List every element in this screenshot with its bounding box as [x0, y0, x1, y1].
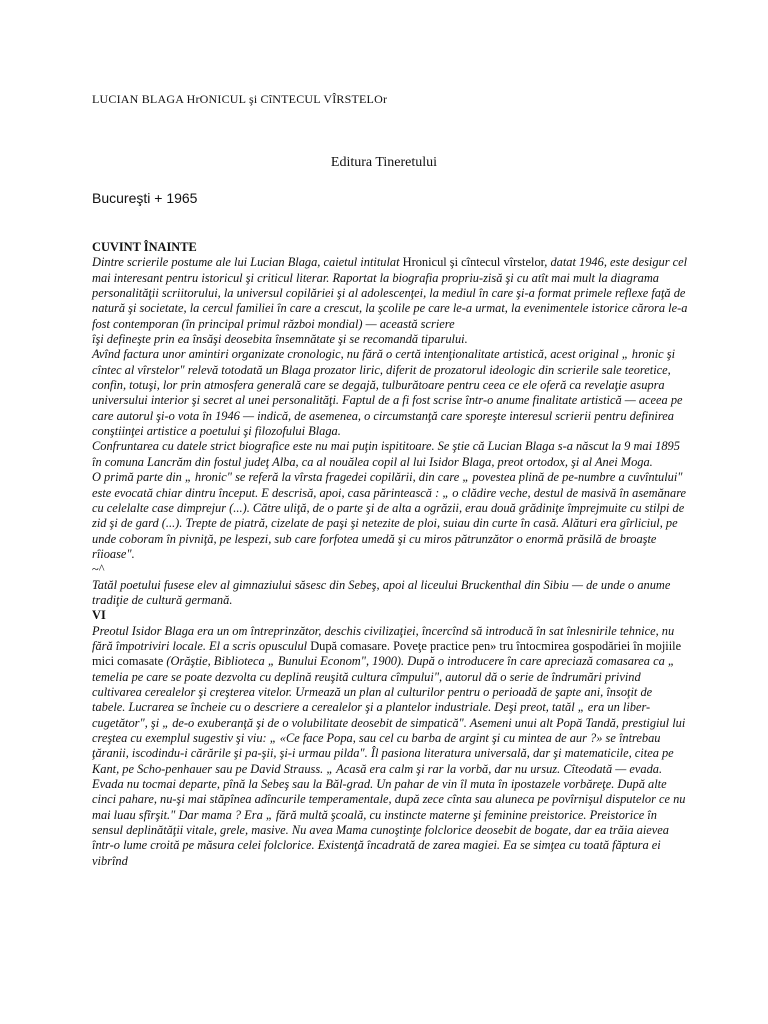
- book-header-line: LUCIAN BLAGA HrONICUL şi CîNTECUL VÎRSTELOr: [92, 92, 388, 106]
- paragraph-7-start: Preotul Isidor Blaga era un om întreprinzător, deschis civilizaţiei, încercînd să introducă în sat înlesnirile tehnice, nu fără împotriviri locale. El a scris opusculul: [92, 623, 675, 653]
- paragraph-1-start: Dintre scrierile postume ale lui Lucian Blaga, caietul intitulat: [92, 255, 403, 270]
- place-and-year: Bucureşti + 1965: [92, 190, 198, 206]
- paragraph-2: îşi defineşte prin ea însăşi deosebita însemnătate şi se recomandă tiparului.: [92, 332, 468, 347]
- work-title: Hronicul şi cîntecul vîrstelor,: [402, 255, 548, 270]
- booklet-title: După comasare. Poveţe practice pen» tru întocmirea gospodăriei în mojiile mici comasate: [92, 638, 682, 669]
- paragraph-6: Tatăl poetului fusese elev al gimnaziului săsesc din Sebeş, apoi al liceului Bruckenthal din Sibiu — de unde o anume tradiţie de cultură germană.: [92, 577, 671, 607]
- paragraph-7-rest: (Orăştie, Biblioteca „ Bunului Econom", 1900). După o introducere în care apreciază comasarea ca „ temelia pe care se poate dezvolta cu deplină reuşită cultura cîmpului", autorul dă o serie de îndrumări privind cultivarea cerealelor şi creşterea vitelor. Urmează un plan al culturilor pentru o perioadă de şapte ani, însoţit de tabele. Lucrarea se încheie cu o descriere a cerealelor şi a plantelor industriale. Deşi preot, tatăl „ era un liber-cugetător", şi „ de-o exuberanţă şi de o volubilitate deosebit de simpatică". Asemeni unui alt Popă Tandă, prestigiul lui creştea cu exemplul sugestiv şi viu: „ «Ce face Popa, sau cel cu barba de argint şi cu mintea de aur ?» se întrebau ţăranii, iscodindu-i cărările şi pa-şii, şi-i urmau pilda". Îl pasiona literatura universală, dar şi matematicile, citea pe Kant, pe Scho-penhauer sau pe David Strauss. „ Acasă era calm şi rar la vorbă, dar nu ursuz. Cîteodată — evada. Evada nu tocmai departe, pînă la Sebeş sau la Băl-grad. Un pahar de vin îl muta în ipostazele vorbăreţe. După alte cinci pahare, nu-şi mai stăpînea adîncurile temperamentale, după zece cînta sau aluneca pe povîrnişul disputelor ce nu mai luau sfîrşit." Dar mama ? Era „ fără multă şcoală, cu instincte materne şi feminine preistorice. Preistorice în sensul deplinătăţii vitale, grele, masive. Nu avea Mama cunoştinţe folclorice deosebit de bogate, dar ea trăia aievea într-o lume croită pe măsura celei folclorice. Existenţă încadrată de zarea magiei. Ea se simţea cu toată făptura ei vibrînd: [92, 654, 686, 868]
- paragraph-4: Confruntarea cu datele strict biografice este nu mai puţin ispititoare. Se ştie că Lucian Blaga s-a născut la 9 mai 1895 în comuna Lancrăm din fostul judeţ Alba, ca al nouălea copil al lui Isidor Blaga, preot ortodox, şi al Anei Moga.: [92, 439, 680, 469]
- marker-vi: VI: [92, 608, 106, 623]
- paragraph-1-rest: datat 1946, este desigur cel mai interesant pentru istoricul şi criticul literar. Raportat la biografia propriu-zisă şi cu atît mai mult la diagrama personalităţii scriitorului, la universul copilăriei şi al adolescenţei, la mediul în care şi-a format primele reflexe faţă de natură şi societate, la cercul familiei în care a crescut, la şcolile pe care le-a urmat, la evenimentele istorice cărora le-a fost contemporan (în principal primul război mondial) — această scriere: [92, 255, 688, 331]
- publisher-name: Editura Tineretului: [330, 155, 438, 170]
- paragraph-7: [92, 624, 688, 870]
- section-heading: CUVINT ÎNAINTE: [92, 240, 197, 254]
- foreword-body: [92, 240, 688, 869]
- paragraph-5: O primă parte din „ hronic" se referă la vîrsta fragedei copilării, din care „ povestea plină de pe-numbre a cuvîntului" este evocată chiar dintru început. E descrisă, apoi, casa părintească : „ o clădire veche, destul de masivă în asemănare cu celelalte case dimprejur (...). Către uliţă, de o parte şi de alta a ogrăzii, erau două grădiniţe împrejmuite cu stilpi de zid şi de gard (...). Trepte de piatră, cizelate de paşi şi netezite de ploi, suiau din curte în casă. Alături era gîrliciul, pe unde coboram în pivniţă, pe lespezi, sub care forfotea umedă şi cu miros pătrunzător o enormă prăsilă de broaşte rîioase".: [92, 470, 687, 561]
- paragraph-1: [92, 255, 688, 332]
- paragraph-3: Avînd factura unor amintiri organizate cronologic, nu fără o certă intenţionalitate artistică, acest original „ hronic şi cîntec al vîrstelor" relevă totodată un Blaga prozator liric, diferit de prozatorul ideologic din scrierile sale teoretice, confin, totuşi, lor prin atmosfera generală care se degajă, tulburătoare pentru ceea ce ele oferă ca revelaţie asupra universului interior şi secret al unei personalităţi. Faptul de a fi fost scrise într-o anume finalitate artistică — aceea pe care autorul şi-o vota în 1946 — indică, de asemenea, o circumstanţă care sporeşte interesul scrierii pentru definirea conştiinţei artistice a poetului şi filozofului Blaga.: [92, 347, 683, 439]
- page-mark: ~^: [92, 562, 105, 577]
